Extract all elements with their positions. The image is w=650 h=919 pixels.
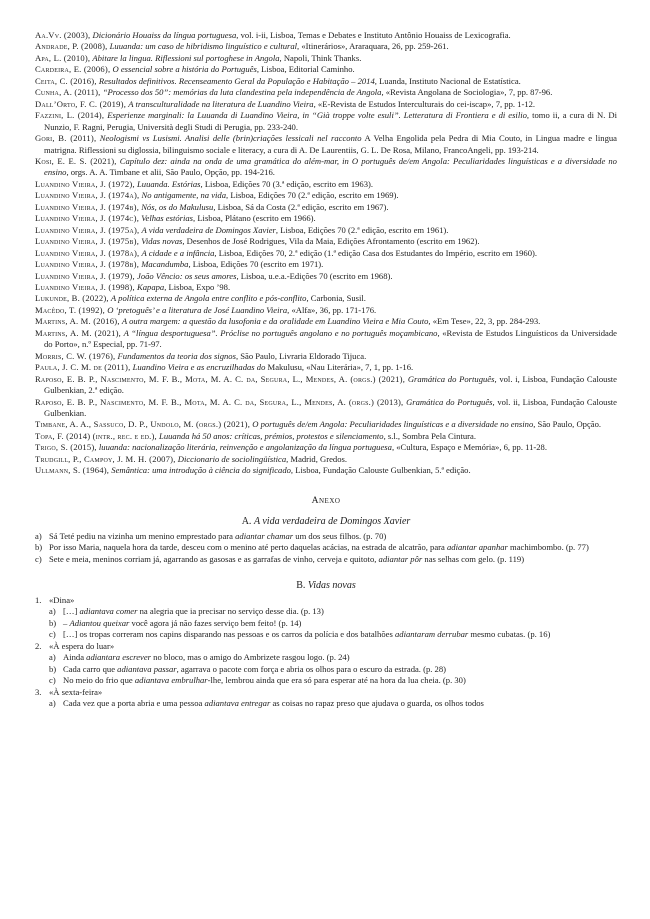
example-text-after: na alegria que ia precisar no serviço desse dia. (p. 13) — [137, 606, 324, 617]
section-a-title — [35, 516, 617, 527]
reference-entry — [35, 351, 617, 362]
story-number: 2. — [35, 640, 42, 651]
reference-entry — [35, 419, 617, 430]
reference-title: Gramática do Português — [407, 373, 495, 384]
example-text-after: você agora já não fazes serviço bem feito! (p. 14) — [129, 617, 302, 628]
reference-title: “Processo dos 50”: memórias da luta clandestina pela independência de Angola — [102, 87, 382, 98]
example-item — [49, 675, 617, 686]
reference-title: Capítulo dez: ainda na onda de uma gramática do além-mar, in O português de/em Angola: Peculiaridades linguísticas e a diversidade no ensino — [44, 155, 617, 178]
story-title: «Dina» — [49, 595, 75, 606]
example-label: b) — [35, 542, 43, 553]
story-examples — [49, 606, 617, 640]
example-item — [49, 629, 617, 640]
reference-title: A “língua desportuguesa”. Próclise no português angolano e no português moçambicano — [123, 327, 438, 338]
reference-author: Luandino Vieira, J. (1978b), — [35, 259, 140, 270]
reference-entry — [35, 76, 617, 87]
reference-title: Velhas estórias — [141, 213, 194, 224]
example-text-after: mesmo cubatas. (p. 16) — [468, 629, 551, 640]
bibliography — [35, 30, 617, 477]
reference-author: Paula, J. C. M. de (2011), — [35, 362, 131, 373]
reference-title: Gramática do Português — [406, 396, 493, 407]
example-text-before: Cada vez que a porta abria e uma pessoa — [63, 698, 205, 709]
reference-title: Dicionário Houaiss da língua portuguesa — [92, 30, 237, 40]
reference-author: Fazzini, L. (2014), — [35, 110, 105, 121]
reference-details: , Lisboa, Expo ’98. — [164, 281, 231, 292]
example-text-before: […] os tropas correram nos capins disparando nas pessoas e os carros da polícia e dos batalhões — [63, 629, 395, 640]
reference-author: Raposo, E. B. P., Nascimento, M. F. B., Mota, M. A. C. da, Segura, L., Mendes, A. (orgs.) (2021), — [35, 373, 406, 384]
reference-title: Kapapa — [137, 281, 165, 292]
reference-title: João Vêncio: os seus amores — [137, 270, 237, 281]
reference-details: , vol. i-ii, Lisboa, Temas e Debates e Instituto Antônio Houaiss de Lexicografia. — [236, 30, 511, 40]
example-label: c) — [49, 629, 56, 640]
story-number: 3. — [35, 686, 42, 697]
reference-details: , Lisboa, Fundação Calouste Gulbenkian, 5.ª edição. — [290, 465, 471, 476]
reference-details: , Napoli, Think Thanks. — [279, 52, 362, 63]
example-label: a) — [49, 652, 56, 663]
example-highlight: adiantaram derrubar — [394, 629, 469, 640]
example-text-before: Por isso Maria, naquela hora da tarde, desceu com o menino até perto daquelas acácias, na estrada de alcatrão, para — [49, 542, 447, 553]
example-label: a) — [35, 530, 42, 541]
reference-entry — [35, 225, 617, 236]
reference-entry — [35, 99, 617, 110]
reference-author: Apa, L. (2010), — [35, 52, 91, 63]
reference-title: Resultados definitivos. Recenseamento Geral da População e Habitação – 2014 — [98, 75, 375, 86]
reference-details: , Desenhos de José Rodrigues, Vila da Maia, Edições Afrontamento (escrito em 1962). — [182, 236, 480, 247]
story-examples — [49, 698, 617, 709]
reference-title: Luuanda há 50 anos: críticas, prémios, protestos e silenciamento — [159, 430, 384, 441]
example-label: a) — [49, 606, 56, 617]
reference-author: Macêdo, T. (1992), — [35, 304, 106, 315]
reference-entry — [35, 87, 617, 98]
example-text-after: no bloco, mas o amigo do Ambrizete rasgou logo. (p. 24) — [151, 652, 350, 663]
reference-entry — [35, 190, 617, 201]
example-item — [49, 664, 617, 675]
reference-details: , vol. i, Lisboa, Fundação Calouste Gulbenkian, 2.ª edição. — [44, 373, 617, 396]
reference-title: O ‘pretoguês’ e a literatura de José Luandino Vieira — [107, 304, 288, 315]
reference-author: Trigo, S. (2015), — [35, 442, 97, 453]
reference-title: A outra margem: a questão da lusofonia e da oralidade em Luandino Vieira e Mia Couto — [121, 316, 429, 327]
reference-title: A transculturalidade na literatura de Luandino Vieira — [128, 98, 314, 109]
example-text-before: Ainda — [63, 652, 87, 663]
reference-details: , Lisboa, Editorial Caminho. — [256, 64, 355, 75]
story-heading — [35, 641, 617, 652]
reference-details: , São Paulo, Opção. — [533, 419, 602, 430]
reference-details: , «Revista de Estudos Linguísticos da Universidade do Porto», n.º Especial, pp. 71-97. — [44, 327, 617, 350]
reference-author: Luandino Vieira, J. (1974b), — [35, 201, 140, 212]
reference-details: , «Itinerários», Araraquara, 26, pp. 259-261. — [297, 41, 449, 52]
reference-title: Abitare la lingua. Riflessioni sul portoghese in Angola — [92, 52, 280, 63]
section-a-heading: A vida verdadeira de Domingos Xavier — [253, 515, 411, 527]
reference-title: Neologismi vs Lusismi. Analisi delle (brin)criações lessicali nel racconto — [99, 133, 362, 144]
reference-entry — [35, 374, 617, 397]
reference-author: Luandino Vieira, J. (1972), — [35, 178, 135, 189]
reference-details: , Lisboa, Edições 70, 2.ª edição (1.ª edição Casa dos Estudantes do Império, escrito em 1960). — [214, 247, 538, 258]
reference-author: Martins, A. M. (2021), — [35, 327, 121, 338]
example-label: c) — [35, 553, 42, 564]
reference-details: A Velha Engolida pela Pedra di Mia Couto, in Lingua madre e lingua matrigna. Riflessioni su diglossia, bilinguismo sociale e literacy, a cura di A. De Laurentiis, G. L. De Rosa, Milano, FrancoAngeli, pp. 193-214. — [44, 133, 617, 155]
reference-entry — [35, 236, 617, 247]
reference-entry — [35, 156, 617, 179]
reference-entry — [35, 53, 617, 64]
story-heading — [35, 687, 617, 698]
reference-title: Vidas novas — [141, 236, 183, 247]
reference-details: , Lisboa, Edições 70 (3.ª edição, escrito em 1963). — [200, 178, 374, 189]
reference-title: Luuanda. Estórias — [137, 178, 201, 189]
reference-details: , orgs. A. A. Timbane et alii, São Paulo, Opção, pp. 194-216. — [66, 167, 275, 178]
example-highlight: adiantar chamar — [235, 530, 294, 541]
reference-author: Ullmann, S. (1964), — [35, 465, 110, 476]
reference-author: Timbane, A. A., Sassuco, D. P., Undolo, M. (orgs.) (2021), — [35, 419, 251, 430]
section-b-letter: B. — [296, 580, 306, 592]
reference-details: , «Revista Angolana de Sociologia», 7, pp. 87-96. — [381, 87, 553, 98]
example-highlight: adiantava passar — [117, 663, 177, 674]
reference-details: , São Paulo, Livraria Eldorado Tijuca. — [235, 350, 367, 361]
reference-author: Luandino Vieira, J. (1974a), — [35, 190, 140, 201]
reference-details: , «Alfa», 36, pp. 171-176. — [287, 304, 377, 315]
reference-entry — [35, 362, 617, 373]
reference-entry — [35, 213, 617, 224]
example-label: b) — [49, 663, 57, 674]
reference-author: Cunha, A. (2011), — [35, 87, 101, 98]
reference-title: Semântica: uma introdução à ciência do significado — [111, 465, 291, 476]
section-b-list — [35, 595, 617, 710]
reference-details: Makulusu, «Nau Literária», 7, 1, pp. 1-16. — [265, 362, 414, 373]
reference-details: , Lisboa, u.e.a.-Edições 70 (escrito em 1968). — [236, 270, 393, 281]
reference-title: O português de/em Angola: Peculiaridades linguísticas e a diversidade no ensino — [252, 419, 534, 430]
reference-entry — [35, 271, 617, 282]
reference-title: Luandino Vieira e as encruzilhadas do — [132, 362, 266, 373]
example-text-after: -lhe, lembrou ainda que era só para esperar até na hora da lua cheia. (p. 30) — [207, 675, 466, 686]
reference-entry — [35, 454, 617, 465]
reference-entry — [35, 293, 617, 304]
reference-entry — [35, 465, 617, 476]
reference-details: , Carbonia, Susil. — [306, 293, 366, 304]
example-text-before: […] — [63, 606, 80, 617]
example-highlight: adiantara escrever — [86, 652, 151, 663]
reference-entry — [35, 248, 617, 259]
section-b-title — [35, 580, 617, 591]
reference-author: Lukunde, B. (2022), — [35, 293, 109, 304]
reference-author: Luandino Vieira, J. (1974c), — [35, 213, 140, 224]
example-item — [49, 698, 617, 709]
reference-author: Luandino Vieira, J. (1975a), — [35, 224, 140, 235]
example-item — [35, 554, 617, 565]
reference-author: Luandino Vieira, J. (1978a), — [35, 247, 140, 258]
example-text-before: Sete e meia, meninos corriam já, agarrando as gasosas e as garrafas de vinho, cerveja e quitoto, — [49, 553, 379, 564]
reference-title: luuanda: nacionalização literária, reinvenção e angolanização da língua portuguesa — [98, 442, 392, 453]
example-label: b) — [49, 617, 57, 628]
example-label: a) — [49, 698, 56, 709]
reference-details: , Madrid, Gredos. — [286, 453, 347, 464]
reference-author: Trudgill, P., Campoy, J. M. H. (2007), — [35, 453, 176, 464]
reference-entry — [35, 202, 617, 213]
reference-entry — [35, 259, 617, 270]
reference-author: Morris, C. W. (1976), — [35, 350, 116, 361]
reference-entry — [35, 328, 617, 351]
reference-entry — [35, 64, 617, 75]
story-heading — [35, 595, 617, 606]
reference-entry — [35, 282, 617, 293]
reference-author: Kosi, E. E. S. (2021), — [35, 155, 117, 166]
example-label: c) — [49, 675, 56, 686]
example-text-after: nas selhas com gelo. (p. 119) — [422, 553, 525, 564]
reference-details: , «Em Tese», 22, 3, pp. 284-293. — [428, 316, 541, 327]
example-highlight: adiantava entregar — [204, 698, 271, 709]
reference-author: Dall’Orto, F. C. (2019), — [35, 98, 127, 109]
example-text-after: um dos seus filhos. (p. 70) — [293, 530, 387, 541]
reference-title: Fundamentos da teoria dos signos — [117, 350, 236, 361]
example-item — [49, 606, 617, 617]
reference-author: Luandino Vieira, J. (1979), — [35, 270, 135, 281]
reference-entry — [35, 316, 617, 327]
example-highlight: adiantar pôr — [378, 553, 423, 564]
reference-title: Nós, os do Makulusu — [141, 201, 214, 212]
reference-title: A política externa de Angola entre conflito e pós-conflito — [110, 293, 307, 304]
section-b-heading: Vidas novas — [307, 580, 356, 592]
reference-author: Andrade, P. (2008), — [35, 41, 108, 52]
reference-details: , «E-Revista de Estudos Interculturais do cei-iscap», 7, pp. 1-12. — [313, 98, 536, 109]
example-highlight: adiantar apanhar — [447, 542, 508, 553]
example-text-before: No meio do frio que — [63, 675, 135, 686]
reference-title: O essencial sobre a história do Português — [112, 64, 257, 75]
reference-author: Raposo, E. B. P., Nascimento, M. F. B., Mota, M. A. C. da, Segura, L., Mendes, A. (orgs.) (2013), — [35, 396, 404, 407]
example-item — [49, 618, 617, 629]
reference-entry — [35, 431, 617, 442]
reference-details: , s.l., Sombra Pela Cintura. — [383, 430, 476, 441]
reference-title: Esperienze marginali: la Luuanda di Luandino Vieira, in “Già troppe volte esuli”. Letteratura di Frontiera e di esilio — [107, 110, 527, 121]
reference-details: , Lisboa, Edições 70 (2.ª edição, escrito em 1969). — [226, 190, 399, 201]
reference-details: , Luanda, Instituto Nacional de Estatística. — [374, 75, 521, 86]
example-highlight: adiantava comer — [79, 606, 138, 617]
reference-title: Macandumba — [141, 259, 189, 270]
reference-title: A vida verdadeira de Domingos Xavier — [141, 224, 276, 235]
reference-entry — [35, 442, 617, 453]
reference-entry — [35, 30, 617, 41]
annex-title: Anexo — [311, 494, 341, 506]
reference-details: , Lisboa, Edições 70 (2.ª edição, escrito em 1961). — [275, 224, 449, 235]
reference-author: Aa.Vv. (2003), — [35, 30, 91, 40]
example-text-after: machimbombo. (p. 77) — [507, 542, 589, 553]
story-examples — [49, 652, 617, 686]
reference-title: A cidade e a infância — [141, 247, 215, 258]
section-a-list — [35, 531, 617, 565]
reference-entry — [35, 110, 617, 133]
section-a-letter: A. — [241, 515, 252, 527]
example-highlight: Adiantou queixar — [69, 617, 130, 628]
reference-author: Cardeira, E. (2006), — [35, 64, 111, 75]
reference-author: Gori, B. (2011), — [35, 133, 97, 144]
reference-details: , Lisboa, Plátano (escrito em 1966). — [193, 213, 316, 224]
reference-entry — [35, 305, 617, 316]
story-number: 1. — [35, 595, 42, 606]
reference-entry — [35, 397, 617, 420]
example-highlight: adiantava embrulhar — [134, 675, 208, 686]
story-title: «À sexta-feira» — [49, 686, 103, 697]
reference-author: Topa, F. (2014) (intr., rec. e ed.), — [35, 430, 157, 441]
reference-author: Luandino Vieira, J. (1998), — [35, 281, 135, 292]
reference-details: , Lisboa, Sá da Costa (2.ª edição, escrito em 1967). — [213, 201, 389, 212]
example-text-before: – — [63, 617, 70, 628]
reference-details: , tomo ii, a cura di N. Di Nunzio, F. Ragni, Perugia, Università degli Studi di Perugia, pp. 233-240. — [44, 110, 617, 132]
reference-details: , vol. ii, Lisboa, Fundação Calouste Gulbenkian. — [44, 396, 617, 418]
example-item — [49, 652, 617, 663]
reference-details: , «Cultura, Espaço e Memória», 6, pp. 11-28. — [391, 442, 547, 453]
example-text-after: as coisas no rapaz preso que ajudava o guarda, os olhos todos — [270, 698, 484, 709]
example-text-before: Cada carro que — [63, 663, 118, 674]
example-text-before: Sá Teté pediu na vizinha um menino emprestado para — [49, 530, 236, 541]
reference-entry — [35, 41, 617, 52]
reference-author: Luandino Vieira, J. (1975b), — [35, 236, 140, 247]
reference-title: Diccionario de sociolingüística — [177, 453, 287, 464]
example-text-after: , agarrava o pacote com força e abria os olhos para o escuro da estrada. (p. 28) — [176, 663, 447, 674]
reference-entry — [35, 133, 617, 156]
reference-author: Martins, A. M. (2016), — [35, 316, 120, 327]
reference-details: , Lisboa, Edições 70 (escrito em 1971). — [188, 259, 324, 270]
story-title: «À espera do luar» — [49, 640, 115, 651]
reference-title: No antigamente, na vida — [141, 190, 227, 201]
example-item — [35, 542, 617, 553]
reference-entry — [35, 179, 617, 190]
example-item — [35, 531, 617, 542]
reference-title: Luuanda: um caso de hibridismo linguístico e cultural — [109, 41, 298, 52]
reference-author: Ceita, C. (2016), — [35, 75, 97, 86]
